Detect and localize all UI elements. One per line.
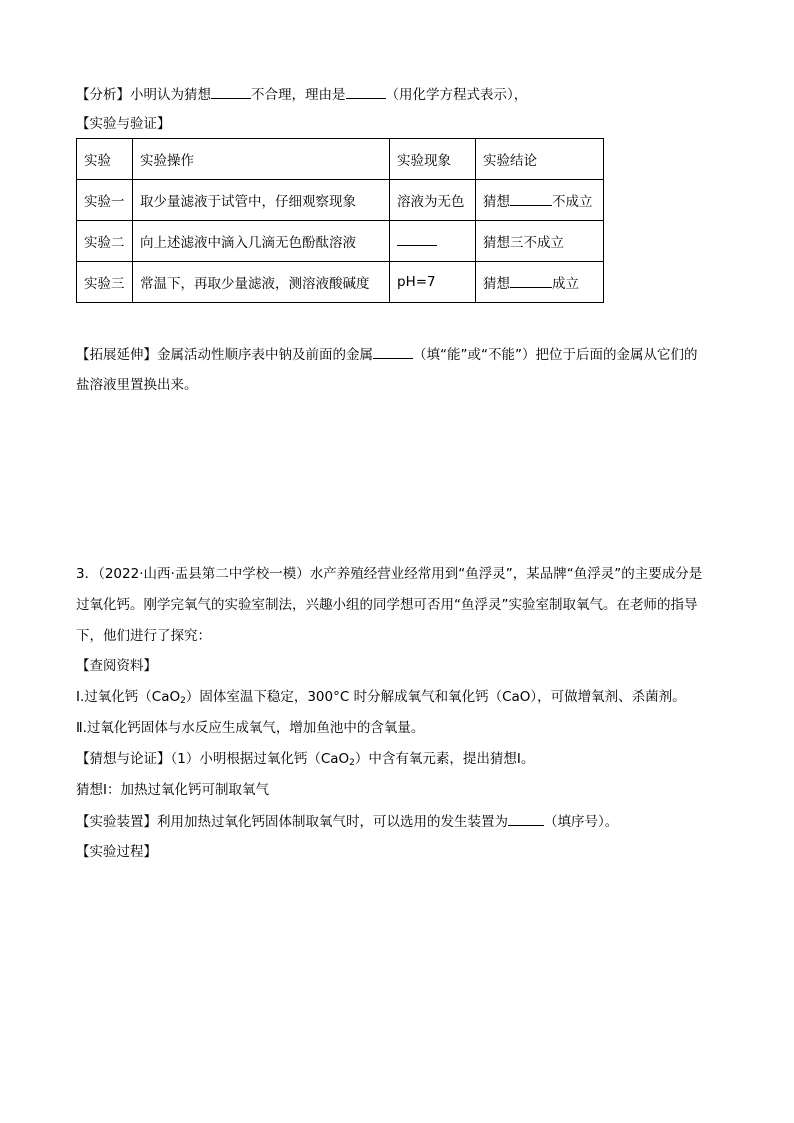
table-cell [390,221,476,262]
experiment-table [76,138,604,303]
guess-text: ）中含有氧元素，提出猜想Ⅰ。 [354,751,535,767]
conclusion-text: 猜想 [483,276,510,292]
answer-blank [510,191,552,206]
table-header-cell: 实验结论 [476,139,604,180]
analysis-text-1: 【分析】小明认为猜想 [76,87,211,103]
table-cell: 实验二 [77,221,133,262]
table-row [77,262,604,303]
table-header-cell: 实验 [77,139,133,180]
table-cell: 实验三 [77,262,133,303]
table-header-cell: 实验操作 [133,139,390,180]
extension-text-1: 【拓展延伸】金属活动性顺序表中钠及前面的金属 [76,347,373,363]
table-cell [476,180,604,221]
question-3-line-3: 下，他们进行了探究： [76,628,211,644]
analysis-text-3: （用化学方程式表示）， [385,87,528,103]
table-header-row [77,139,604,180]
guess-text: 【猜想与论证】（1）小明根据过氧化钙（CaO [76,751,350,767]
table-row [77,180,604,221]
question-3-line-1: 3．（2022·山西·盂县第二中学校一模）水产养殖经营业经常用到“鱼浮灵”，某品牌“鱼浮灵”的主要成分是 [76,566,703,582]
analysis-line [76,84,527,105]
table-cell: 猜想三不成立 [476,221,604,262]
info-text: Ⅰ.过氧化钙（CaO [76,689,181,705]
device-text: （填序号）。 [544,814,619,830]
guess-1: 猜想Ⅰ：加热过氧化钙可制取氧气 [76,782,269,798]
table-cell: 常温下，再取少量滤液，测溶液酸碱度 [133,262,390,303]
subscript: 2 [349,758,355,768]
table-cell: 实验一 [77,180,133,221]
conclusion-text: 不成立 [552,194,593,210]
table-row [77,221,604,262]
table-header-cell: 实验现象 [390,139,476,180]
extension-text-2: （填“能”或“不能”）把位于后面的金属从它们的 [413,347,698,363]
device-text: 【实验装置】利用加热过氧化钙固体制取氧气时，可以选用的发生装置为 [76,814,508,830]
extension-line-1 [76,344,697,365]
section-heading-lookup: 【查阅资料】 [76,658,157,674]
device-line [76,811,618,832]
analysis-text-2: 不合理，理由是 [251,87,346,103]
answer-blank [508,811,544,826]
answer-blank [211,84,251,99]
table-cell [476,262,604,303]
section-heading-verify: 【实验与验证】 [76,116,171,132]
answer-blank [346,84,386,99]
answer-blank [373,344,413,359]
table-cell: 向上述滤液中滴入几滴无色酚酞溶液 [133,221,390,262]
answer-blank [397,233,437,246]
extension-line-2: 盐溶液里置换出来。 [76,377,198,393]
info-text: ）固体室温下稳定，300°C 时分解成氧气和氧化钙（CaO），可做增氧剂、杀菌剂。 [185,689,686,705]
section-heading-process: 【实验过程】 [76,844,157,860]
info-item-1 [76,687,686,711]
subscript: 2 [180,696,186,706]
conclusion-text: 猜想 [483,194,510,210]
table-cell: pH=7 [390,262,476,303]
guess-line [76,749,534,773]
answer-blank [510,273,552,288]
question-3-line-2: 过氧化钙。刚学完氧气的实验室制法，兴趣小组的同学想可否用“鱼浮灵”实验室制取氧气。在老师的指导 [76,597,698,613]
info-item-2: Ⅱ.过氧化钙固体与水反应生成氧气，增加鱼池中的含氧量。 [76,720,425,736]
table-cell: 溶液为无色 [390,180,476,221]
table-cell: 取少量滤液于试管中，仔细观察现象 [133,180,390,221]
conclusion-text: 成立 [552,276,579,292]
